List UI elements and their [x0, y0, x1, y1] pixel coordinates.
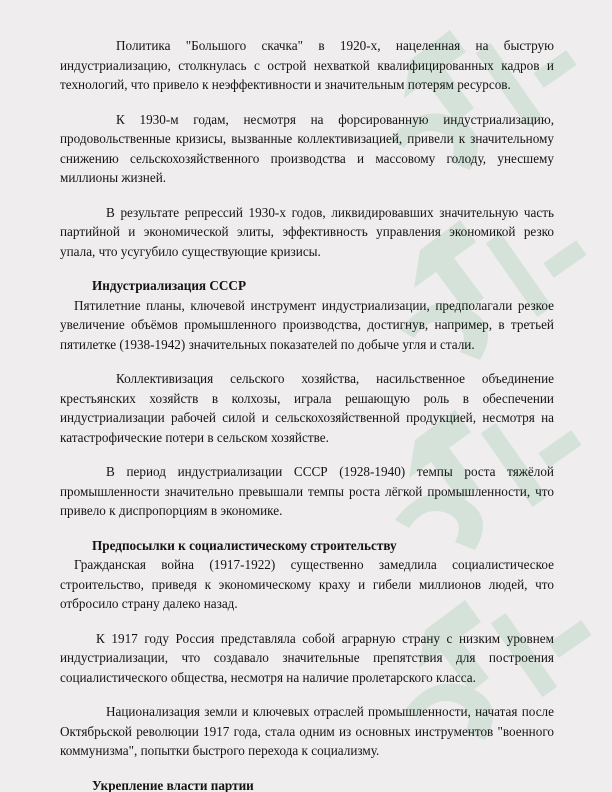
paragraph-agrarian-country: К 1917 году Россия представляла собой аграрную страну с низким уровнем индустриализации, что создавало значительные препятствия для построения социалистического общества, несмотря на наличие пролетарского класса. [60, 630, 554, 685]
paragraph-big-leap: Политика "Большого скачка" в 1920-х, нацеленная на быструю индустриализацию, столкнулась с острой нехваткой квалифицированных кадров и технологий, что привело к неэффективности и значительным потерям ресурсов. [60, 38, 554, 92]
paragraph-civil-war: Гражданская война (1917-1922) существенно замедлила социалистическое строительство, приведя к экономическому краху и гибели миллионов людей, что отбросило страну далеко назад. [60, 557, 554, 611]
paragraph-nationalization: Национализация земли и ключевых отраслей промышленности, начатая после Октябрьской революции 1917 года, стала одним из основных инструментов "военного коммунизма", попытки быстрого перехода к социализму. [60, 704, 554, 758]
document-body [60, 36, 554, 792]
paragraph-heavy-industry: В период индустриализации СССР (1928-1940) темпы роста тяжёлой промышленности значительно превышали темпы роста лёгкой промышленности, что привело к диспропорциям в экономике. [60, 464, 554, 518]
paragraph-collectivization: Коллективизация сельского хозяйства, насильственное объединение крестьянских хозяйств в колхозы, играла решающую роль в обеспечении индустриализации рабочей силой и сельскохозяйственной продукцией, несмотря на катастрофические потери в сельском хозяйстве. [60, 371, 554, 445]
paragraph-repressions: В результате репрессий 1930-х годов, ликвидировавших значительную часть партийной и экономической элиты, эффективность управления экономикой резко упала, что усугубило существующие кризисы. [60, 204, 554, 259]
paragraph-five-year-plans: Пятилетние планы, ключевой инструмент индустриализации, предполагали резкое увеличение объёмов промышленного производства, достигнув, например, в третьей пятилетке (1938-1942) значительных показателей по добыче угля и стали. [60, 297, 554, 352]
heading-prerequisites: Предпосылки к социалистическому строительству [92, 537, 397, 553]
heading-party-power: Укрепление власти партии [92, 777, 254, 792]
paragraph-1930s-crisis: К 1930-м годам, несмотря на форсированную индустриализацию, продовольственные кризисы, вызванные коллективизацией, привели к значительному снижению сельскохозяйственного производства и массовому голоду, унесшему миллионы жизней. [60, 111, 554, 185]
heading-industrialization: Индустриализация СССР [92, 278, 246, 293]
